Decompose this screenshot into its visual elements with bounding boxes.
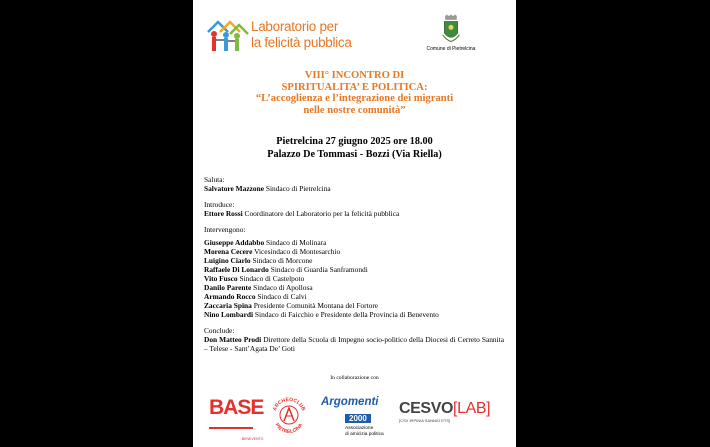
introduce-heading: Introduce: <box>204 200 235 209</box>
event-date: Pietrelcina 27 giugno 2025 ore 18.00 <box>276 136 433 147</box>
list-item <box>204 283 504 292</box>
lab-logo-line2: la felicità pubblica <box>251 35 352 50</box>
laboratorio-logo <box>204 14 352 56</box>
laboratorio-logo-text <box>251 19 352 51</box>
title-line4: nelle nostre comunità” <box>303 104 406 116</box>
speaker-name: Giuseppe Addabbo <box>204 238 265 247</box>
archeo-bottom-text: PIETRELCINA <box>273 422 305 436</box>
argomenti-year: 2000 <box>345 414 371 423</box>
cesvo-logo <box>399 400 499 423</box>
base-logo-text: BASE <box>209 396 264 419</box>
list-item <box>204 238 504 247</box>
speaker-role: Sindaco di Castelpoto <box>237 274 305 283</box>
argomenti-logo <box>321 396 387 437</box>
list-item <box>204 265 504 274</box>
event-when <box>193 135 516 161</box>
speaker-name: Zaccaria Spina <box>204 301 252 310</box>
speaker-role: Sindaco di Guardia Sanframondi <box>268 265 368 274</box>
speaker-role: Sindaco di Calvi <box>255 292 307 301</box>
list-item <box>204 292 504 301</box>
speaker-role: Sindaco di Pietrelcina <box>264 184 331 193</box>
speaker-name: Armando Rocco <box>204 292 256 301</box>
list-item <box>204 301 504 310</box>
partner-logos <box>193 394 516 441</box>
collaboration-label: In collaborazione con <box>330 375 379 381</box>
speaker-name: Ettore Rossi <box>204 209 243 218</box>
speaker-name: Raffaele Di Lonardo <box>204 265 269 274</box>
archeoclub-logo <box>268 394 310 436</box>
coat-of-arms-icon <box>441 14 461 44</box>
houses-people-icon <box>206 18 250 54</box>
flyer-page <box>193 0 516 447</box>
argomenti-sub2: di amicizia politica <box>345 431 384 437</box>
speaker-role: Sindaco di Molinara <box>264 238 327 247</box>
saluta-speaker <box>204 184 504 193</box>
list-item <box>204 274 504 283</box>
list-item <box>204 247 504 256</box>
title-line3: “L’accoglienza e l’integrazione dei migranti <box>255 93 454 105</box>
saluta-heading: Saluta: <box>204 175 225 184</box>
speaker-role: Sindaco di Apollosa <box>251 283 313 292</box>
speaker-role: Presidente Comunità Montana del Fortore <box>251 301 379 310</box>
cesvo-lab: [LAB] <box>453 400 491 417</box>
speaker-name: Salvatore Mazzone <box>204 184 264 193</box>
speaker-name: Danilo Parente <box>204 283 252 292</box>
list-item <box>204 310 504 319</box>
speaker-role: Sindaco di Faicchio e Presidente della Provincia di Benevento <box>253 310 439 319</box>
cesvo-logo-text <box>399 400 499 417</box>
base-logo-sub: BENEVENTO <box>241 437 264 441</box>
speaker-name: Morena Cecere <box>204 247 253 256</box>
argomenti-title: Argomenti <box>321 396 379 408</box>
speaker-role: Vicesindaco di Montesarchio <box>252 247 341 256</box>
conclude-speaker <box>204 335 504 353</box>
lab-logo-line1: Laboratorio per <box>251 19 339 34</box>
archeo-top-text: ARCHEOCLUB <box>271 396 307 412</box>
cesvo-main: CESVO <box>399 400 454 417</box>
intervengono-heading: Intervengono: <box>204 225 246 234</box>
speaker-name: Nino Lombardi <box>204 310 254 319</box>
speaker-role: Sindaco di Morcone <box>250 256 313 265</box>
title-line2: SPIRITUALITA’ E POLITICA: <box>281 81 428 93</box>
program <box>204 175 504 353</box>
speaker-name: Vito Fusco <box>204 274 238 283</box>
event-title <box>193 70 516 116</box>
list-item <box>204 256 504 265</box>
introduce-speaker <box>204 209 504 218</box>
event-venue: Palazzo De Tommasi - Bozzi (Via Riella) <box>267 149 442 160</box>
comune-label: Comune di Pietrelcina <box>426 46 476 52</box>
title-line1: VIII° INCONTRO DI <box>304 70 405 81</box>
conclude-heading: Conclude: <box>204 326 235 335</box>
speaker-role: Coordinatore del Laboratorio per la felicità pubblica <box>242 209 400 218</box>
speaker-role: Direttore della Scuola di Impegno socio-politico della Diocesi di Cerreto Sannita – Telese - Sant’Agata De’ Goti <box>204 335 505 353</box>
speaker-name: Luigino Ciarlo <box>204 256 251 265</box>
argomenti-sub1: Associazione <box>345 426 374 431</box>
intervengono-list <box>204 238 504 319</box>
cesvo-sub: [CSV IRPINIA SANNIO ETS] <box>399 418 451 423</box>
comune-crest <box>421 14 481 64</box>
speaker-name: Don Matteo Prodi <box>204 335 262 344</box>
base-underline-icon <box>209 427 253 431</box>
base-logo <box>209 398 263 441</box>
